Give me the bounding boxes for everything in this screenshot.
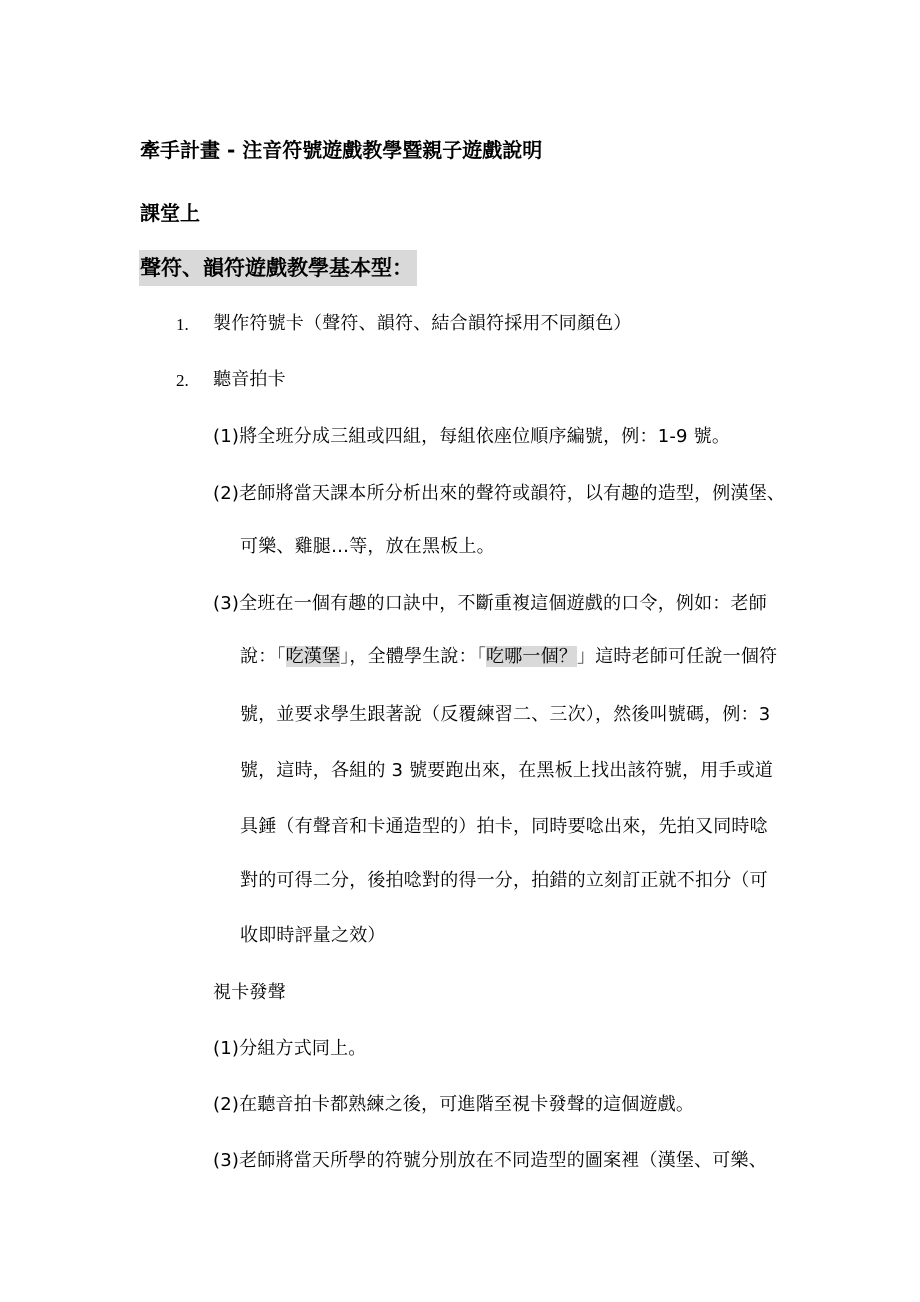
item2-paragraph-3-line-2 (240, 645, 777, 669)
quote-text-b: 」，全體學生說：「 (340, 646, 487, 667)
item2-paragraph-2-line-1: (2)老師將當天課本所分析出來的聲符或韻符，以有趣的造型，例漢堡、 (213, 483, 786, 504)
document-title: 牽手計畫 - 注音符號遊戲教學暨親子遊戲說明 (140, 138, 543, 162)
item2-paragraph-3-line-5: 具錘（有聲音和卡通造型的）拍卡，同時要唸出來，先拍又同時唸 (240, 816, 768, 837)
item2-paragraph-3-line-1: (3)全班在一個有趣的口訣中，不斷重複這個遊戲的口令，例如：老師 (213, 593, 767, 614)
item2-paragraph-3-line-3: 號，並要求學生跟著說（反覆練習二、三次），然後叫號碼，例：3 (240, 704, 771, 725)
item3-heading: 視卡發聲 (213, 982, 286, 1003)
section-heading: 聲符、韻符遊戲教學基本型： (139, 250, 417, 286)
highlight-eat-hamburger: 吃漢堡 (285, 646, 341, 667)
subtitle-classroom: 課堂上 (140, 201, 200, 225)
item3-paragraph-2: (2)在聽音拍卡都熟練之後，可進階至視卡發聲的這個遊戲。 (213, 1094, 695, 1115)
item2-paragraph-1: (1)將全班分成三組或四組，每組依座位順序編號，例：1-9 號。 (213, 426, 731, 447)
quote-text-c: 」這時老師可任說一個符 (577, 646, 778, 667)
item2-paragraph-2-line-2: 可樂、雞腿…等，放在黑板上。 (240, 536, 495, 557)
list-number-2: 2. (176, 371, 189, 390)
highlight-eat-which: 吃哪一個？ (486, 646, 578, 667)
item2-paragraph-3-line-4: 號，這時，各組的 3 號要跑出來，在黑板上找出該符號，用手或道 (240, 760, 774, 781)
list-item-1-text: 製作符號卡（聲符、韻符、結合韻符採用不同顏色） (213, 313, 632, 334)
item3-paragraph-3-line-1: (3)老師將當天所學的符號分別放在不同造型的圖案裡（漢堡、可樂、 (213, 1150, 767, 1171)
item2-paragraph-3-line-6: 對的可得二分，後拍唸對的得一分，拍錯的立刻訂正就不扣分（可 (240, 870, 768, 891)
item3-paragraph-1: (1)分組方式同上。 (213, 1038, 367, 1059)
list-number-1: 1. (176, 315, 189, 334)
list-item-2-text: 聽音拍卡 (213, 369, 286, 390)
item2-paragraph-3-line-7: 收即時評量之效） (240, 925, 386, 946)
quote-text-a: 說：「 (240, 646, 286, 667)
